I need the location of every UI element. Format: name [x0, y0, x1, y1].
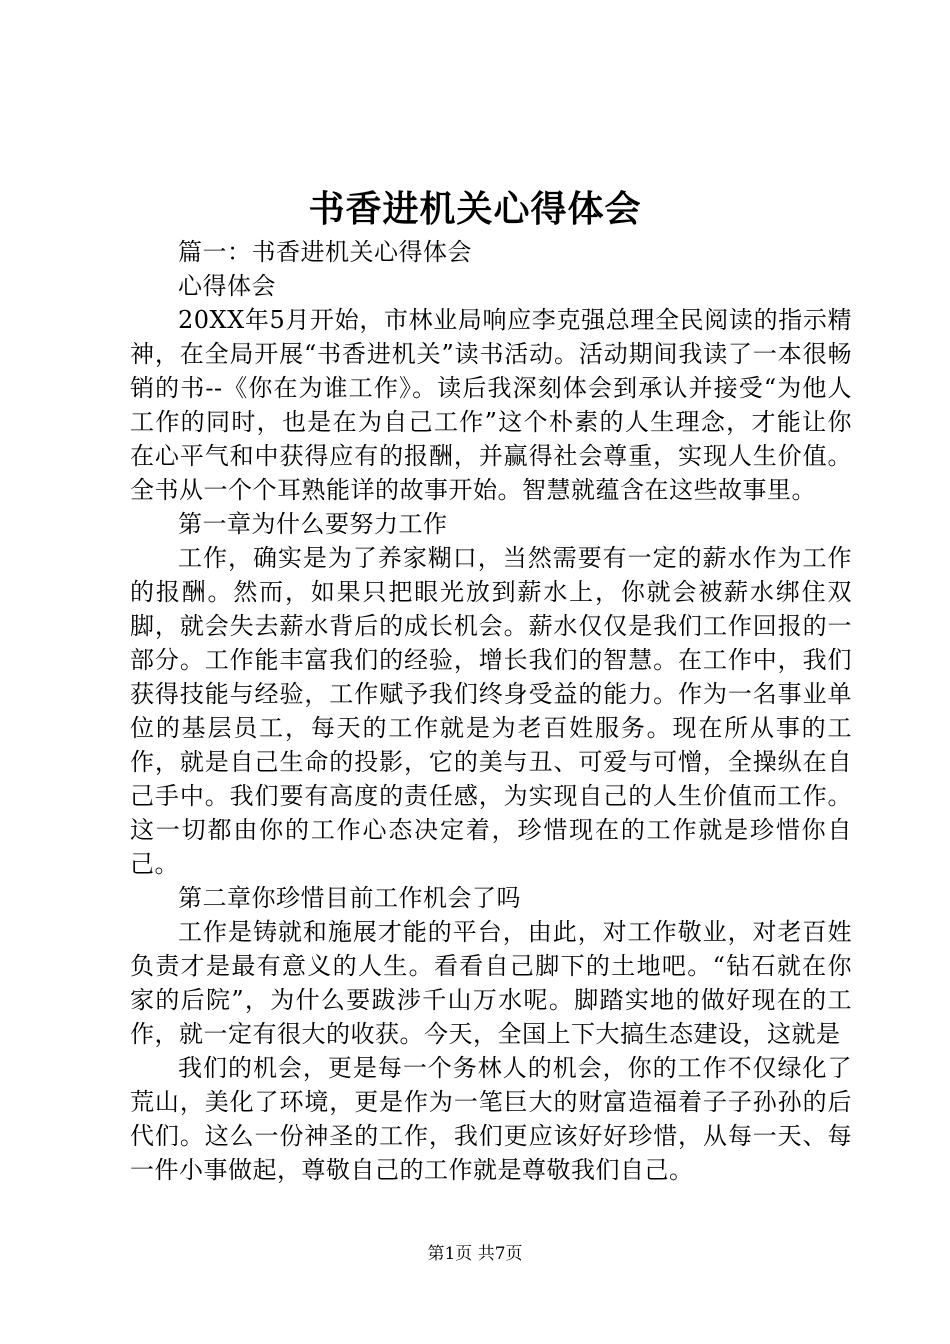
document-body [130, 235, 852, 1187]
body-paragraph: 20XX年5月开始，市林业局响应李克强总理全民阅读的指示精神，在全局开展“书香进机关”读书活动。活动期间我读了一本很畅销的书--《你在为谁工作》。读后我深刻体会到承认并接受“为他人工作的同时，也是在为自己工作”这个朴素的人生理念，才能让你在心平气和中获得应有的报酬，并赢得社会尊重，实现人生价值。全书从一个个耳熟能详的故事开始。智慧就蕴含在这些故事里。 [130, 306, 852, 504]
body-paragraph: 我们的机会，更是每一个务林人的机会，你的工作不仅绿化了荒山，美化了环境，更是作为一笔巨大的财富造福着子子孙孙的后代们。这么一份神圣的工作，我们更应该好好珍惜，从每一天、每一件小事做起，尊敬自己的工作就是尊敬我们自己。 [130, 1054, 852, 1184]
document-title: 书香进机关心得体会 [308, 188, 642, 230]
chapter-heading: 第二章你珍惜目前工作机会了吗 [178, 884, 521, 912]
body-paragraph: 工作，确实是为了养家糊口，当然需要有一定的薪水作为工作的报酬。然而，如果只把眼光放到薪水上，你就会被薪水绑住双脚，就会失去薪水背后的成长机会。薪水仅仅是我们工作回报的一部分。工作能丰富我们的经验，增长我们的智慧。在工作中，我们获得技能与经验，工作赋予我们终身受益的能力。作为一名事业单位的基层员工，每天的工作就是为老百姓服务。现在所从事的工作，就是自己生命的投影，它的美与丑、可爱与可憎，全操纵在自己手中。我们要有高度的责任感，为实现自己的人生价值而工作。这一切都由你的工作心态决定着，珍惜现在的工作就是珍惜你自己。 [130, 544, 852, 878]
subheading: 心得体会 [178, 272, 276, 300]
chapter-heading: 第一章为什么要努力工作 [178, 510, 448, 538]
section-heading: 篇一：书香进机关心得体会 [178, 238, 472, 266]
page-footer: 第1页 共7页 [427, 1244, 523, 1264]
body-paragraph: 工作是铸就和施展才能的平台，由此，对工作敬业，对老百姓负责才是最有意义的人生。看看自己脚下的土地吧。“钻石就在你家的后院”，为什么要跋涉千山万水呢。脚踏实地的做好现在的工作，就一定有很大的收获。今天，全国上下大搞生态建设，这就是 [130, 918, 852, 1048]
